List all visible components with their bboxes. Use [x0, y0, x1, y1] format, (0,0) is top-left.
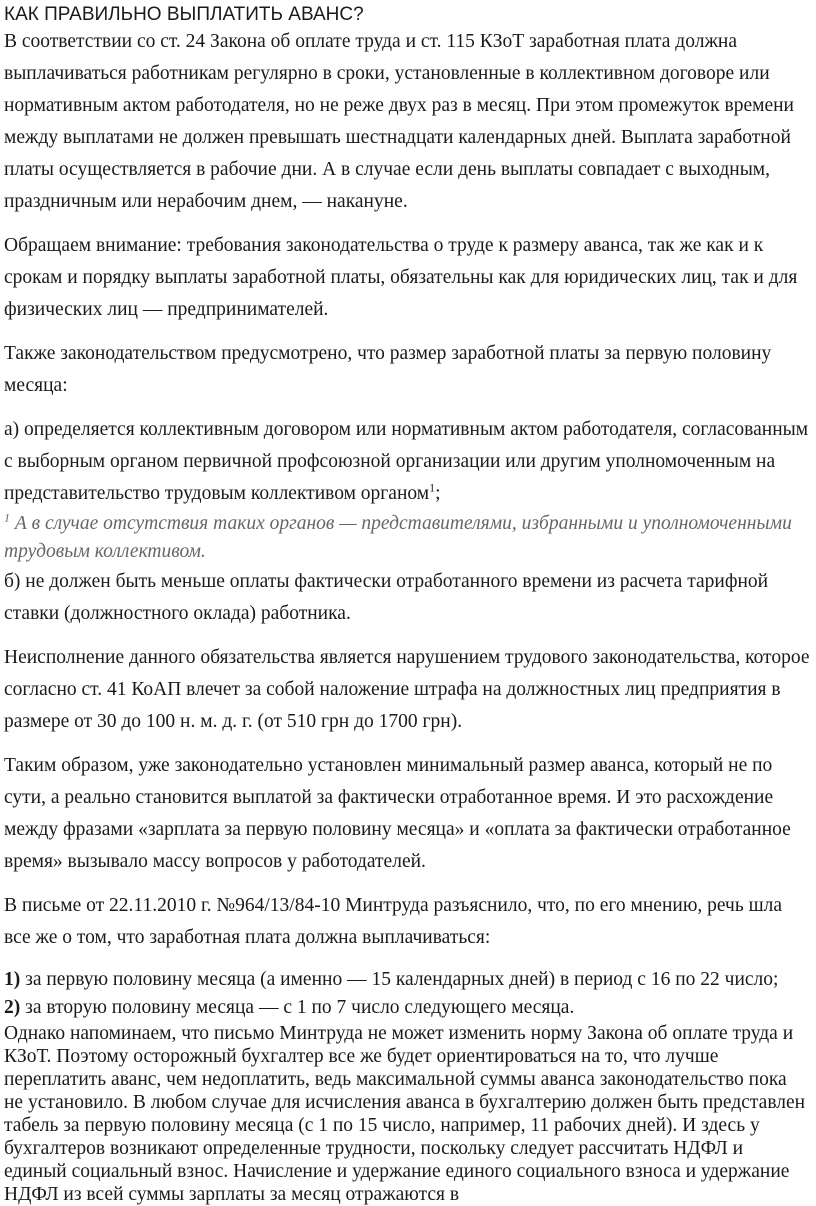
list-item-a-end: ;: [435, 483, 441, 504]
list-item-a-text: а) определяется коллективным договором или нормативным актом работодателя, согласованным с выборным органом первичной профсоюзной организации или другим уполномоченным на представительство трудовым коллективом органом: [4, 419, 809, 504]
numbered-item-1-number: 1): [4, 969, 21, 990]
paragraph-conclusion: Таким образом, уже законодательно установлен минимальный размер аванса, который не по сути, а реально становится выплатой за фактически отработанное время. И это расхождение между фразами «зарплата за первую половину месяца» и «оплата за фактически отработанное время» вызывало массу вопросов у работодателей.: [4, 755, 791, 872]
footnote-text: А в случае отсутствия таких органов — представителями, избранными и уполномоченными трудовым коллективом.: [4, 513, 792, 562]
paragraph-penalty: Неисполнение данного обязательства является нарушением трудового законодательства, которое согласно ст. 41 КоАП влечет за собой наложение штрафа на должностных лиц предприятия в размере от 30 до 100 н. м. д. г. (от 510 грн до 1700 грн).: [4, 647, 810, 732]
numbered-item-2: [4, 994, 810, 1022]
document: [4, 0, 810, 1206]
numbered-item-1: [4, 966, 810, 994]
page-title: КАК ПРАВИЛЬНО ВЫПЛАТИТЬ АВАНС?: [4, 4, 364, 25]
paragraph-first-half: Также законодательством предусмотрено, что размер заработной платы за первую половину месяца:: [4, 343, 772, 396]
paragraph-salary-terms: В соответствии со ст. 24 Закона об оплате труда и ст. 115 КЗоТ заработная плата должна выплачиваться работникам регулярно в сроки, установленные в коллективном договоре или нормативным актом работодателя, но не реже двух раз в месяц. При этом промежуток времени между выплатами не должен превышать шестнадцати календарных дней. Выплата заработной платы осуществляется в рабочие дни. А в случае если день выплаты совпадает с выходным, праздничным или нерабочим днем, — накануне.: [4, 31, 794, 212]
numbered-item-1-text: за первую половину месяца (а именно — 15 календарных дней) в период с 16 по 22 число;: [20, 969, 779, 990]
paragraph-reminder: Однако напоминаем, что письмо Минтруда не может изменить норму Закона об оплате труда и КЗоТ. Поэтому осторожный бухгалтер все же будет ориентироваться на то, что лучше переплатить аванс, чем недоплатить, ведь максимальной суммы аванса законодательство пока не установило. В любом случае для исчисления аванса в бухгалтерию должен быть представлен табель за первую половину месяца (с 1 по 15 число, например, 11 рабочих дней). И здесь у бухгалтеров возникают определенные трудности, поскольку следует рассчитать НДФЛ и единый социальный взнос. Начисление и удержание единого социального взноса и удержание НДФЛ из всей суммы зарплаты за месяц отражаются в: [4, 1023, 806, 1205]
numbered-item-2-text: за вторую половину месяца — с 1 по 7 число следующего месяца.: [20, 997, 575, 1018]
list-item-a: [4, 414, 810, 510]
footnote-mark: 1: [4, 510, 10, 525]
footnote-ref: 1: [429, 480, 436, 495]
numbered-item-2-number: 2): [4, 997, 21, 1018]
paragraph-attention: Обращаем внимание: требования законодательства о труде к размеру аванса, так же как и к срокам и порядку выплаты заработной платы, обязательны как для юридических лиц, так и для физических лиц — предпринимателей.: [4, 235, 798, 320]
footnote: [4, 510, 810, 566]
list-item-b: б) не должен быть меньше оплаты фактически отработанного времени из расчета тарифной ставки (должностного оклада) работника.: [4, 571, 769, 624]
paragraph-letter: В письме от 22.11.2010 г. №964/13/84-10 Минтруда разъяснило, что, по его мнению, речь шла все же о том, что заработная плата должна выплачиваться:: [4, 895, 783, 948]
